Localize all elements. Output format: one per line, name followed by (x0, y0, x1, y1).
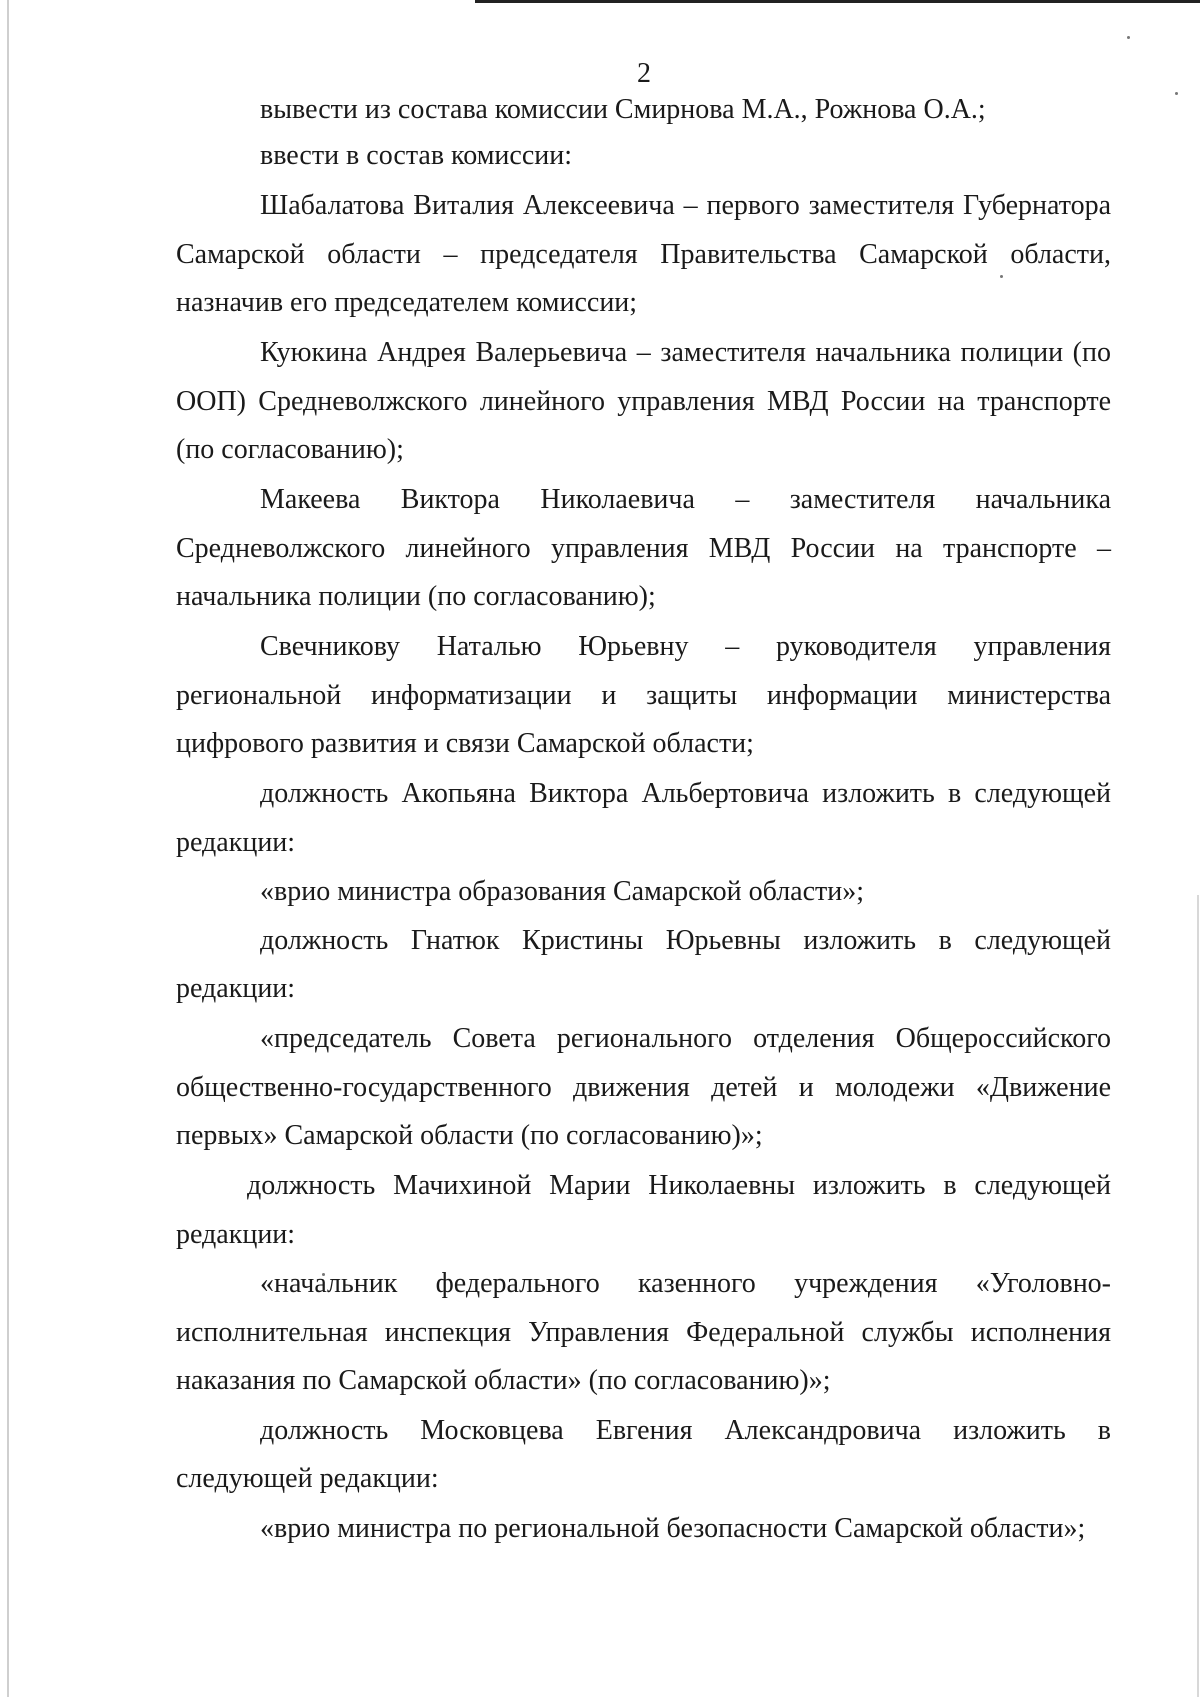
text-line: Макеева Виктора Николаевича – заместителя начальника (260, 484, 1111, 515)
text-line: ООП) Средневолжского линейного управления МВД России на транспорте (176, 386, 1111, 417)
scan-edge-left (7, 0, 9, 1697)
text-line: должность Мачихиной Марии Николаевны изложить в следующей (247, 1170, 1111, 1201)
text-line: должность Московцева Евгения Александровича изложить в (260, 1415, 1111, 1446)
text-line: редакции: (176, 827, 296, 858)
scan-speck (1175, 92, 1178, 95)
text-line: Самарской области – председателя Правительства Самарской области, (176, 239, 1111, 270)
text-line: должность Акопьяна Виктора Альбертовича изложить в следующей (260, 778, 1111, 809)
text-line: первых» Самарской области (по согласованию)»; (176, 1120, 763, 1151)
text-line: начальника полиции (по согласованию); (176, 581, 656, 612)
text-line: должность Гнатюк Кристины Юрьевны изложить в следующей (260, 925, 1111, 956)
text-line: Куюкина Андрея Валерьевича – заместителя начальника полиции (по (260, 337, 1111, 368)
text-line: Шабалатова Виталия Алексеевича – первого заместителя Губернатора (260, 190, 1111, 221)
text-line: «начальник федерального казенного учреждения «Уголовно- (260, 1268, 1111, 1299)
text-line: «врио министра образования Самарской области»; (260, 876, 865, 907)
text-line: исполнительная инспекция Управления Федеральной службы исполнения (176, 1317, 1111, 1348)
text-line: ввести в состав комиссии: (260, 140, 573, 171)
text-line: назначив его председателем комиссии; (176, 287, 638, 318)
page-number: 2 (637, 58, 651, 89)
text-line: «врио министра по региональной безопасности Самарской области»; (260, 1513, 1086, 1544)
scan-speck (1000, 275, 1003, 278)
text-line: следующей редакции: (176, 1463, 439, 1494)
text-line: Свечникову Наталью Юрьевну – руководителя управления (260, 631, 1111, 662)
text-line: «председатель Совета регионального отделения Общероссийского (260, 1023, 1111, 1054)
text-line: редакции: (176, 1219, 296, 1250)
scan-speck (1127, 36, 1130, 39)
text-line: наказания по Самарской области» (по согласованию)»; (176, 1365, 831, 1396)
text-line: редакции: (176, 973, 296, 1004)
text-line: Средневолжского линейного управления МВД России на транспорте – (176, 533, 1111, 564)
scan-edge-right (1197, 895, 1199, 1697)
text-line: вывести из состава комиссии Смирнова М.А., Рожнова О.А.; (260, 94, 986, 125)
scan-edge-top (475, 0, 1200, 3)
text-line: (по согласованию); (176, 434, 404, 465)
text-line: цифрового развития и связи Самарской области; (176, 728, 754, 759)
text-line: общественно-государственного движения детей и молодежи «Движение (176, 1072, 1111, 1103)
text-line: региональной информатизации и защиты информации министерства (176, 680, 1111, 711)
